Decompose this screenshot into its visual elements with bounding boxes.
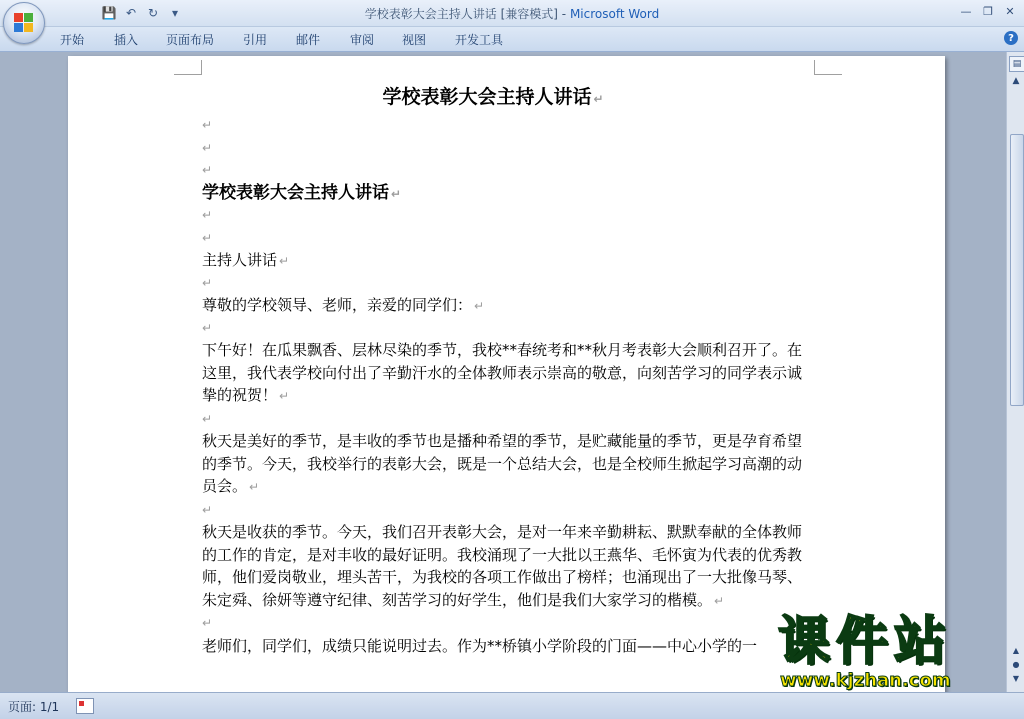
watermark-title: 课件站 [778, 612, 953, 672]
paragraph-mark: ↵ [279, 389, 290, 403]
paragraph-mark: ↵ [202, 140, 213, 155]
title-bar [0, 0, 1024, 27]
paragraph-mark: ↵ [202, 616, 213, 630]
greeting-text: 尊敬的学校领导、老师，亲爱的同学们： [202, 296, 473, 314]
paragraph [202, 339, 814, 408]
tab-home[interactable]: 开始 [60, 33, 85, 47]
document-workspace [0, 52, 1006, 692]
document-title [172, 81, 814, 114]
tab-references[interactable]: 引用 [243, 33, 268, 47]
paragraph-mark: ↵ [474, 299, 485, 313]
customize-qat-icon[interactable]: ▾ [171, 6, 179, 20]
status-bar [0, 692, 1024, 719]
paragraph-mark: ↵ [202, 320, 213, 335]
scroll-up-icon[interactable]: ▲ [1012, 76, 1020, 86]
document-title-text: 学校表彰大会主持人讲话 [382, 86, 592, 108]
document-body[interactable] [202, 81, 814, 657]
last-line-text: 老师们，同学们，成绩只能说明过去。作为**桥镇小学阶段的门面——中心小学的一 [202, 636, 758, 655]
help-icon[interactable]: ? [1004, 31, 1018, 45]
save-icon[interactable]: 💾 [101, 6, 117, 20]
app-name: Microsoft Word [569, 7, 660, 21]
vertical-scrollbar[interactable] [1006, 52, 1024, 692]
paragraph-mark: ↵ [202, 118, 213, 132]
margin-corner-top-left [174, 60, 202, 75]
close-icon[interactable]: ✕ [1005, 4, 1015, 18]
site-watermark [772, 612, 1022, 694]
paragraph-mark: ↵ [279, 254, 290, 268]
tab-review[interactable]: 审阅 [350, 33, 375, 47]
paragraph-text: 下午好！在瓜果飘香、层林尽染的季节，我校**春统考和**秋月考表彰大会顺利召开了。在这里，我代表学校向付出了辛勤汗水的全体教师表示崇高的敬意，向刻苦学习的同学表示诚挚的祝贺！ [202, 341, 803, 404]
paragraph-mark: ↵ [202, 275, 213, 290]
paragraph-mark: ↵ [202, 230, 213, 245]
page-count[interactable]: 页面: 1/1 [8, 700, 60, 714]
last-line [202, 635, 814, 658]
ribbon-tabs [0, 27, 1024, 52]
window-controls [956, 3, 1020, 19]
tab-view[interactable]: 视图 [402, 33, 427, 47]
document-page[interactable] [68, 56, 945, 692]
margin-corner-top-right [814, 60, 842, 75]
paragraph-mark: ↵ [593, 92, 604, 106]
host-text: 主持人讲话 [202, 251, 278, 269]
view-ruler-icon[interactable]: ▤ [1009, 56, 1024, 72]
undo-icon[interactable]: ↶ [125, 6, 137, 20]
title-separator: - [557, 7, 570, 21]
paragraph-mark: ↵ [714, 593, 725, 608]
paragraph [202, 430, 814, 499]
host-line [202, 249, 814, 272]
tab-insert[interactable]: 插入 [114, 33, 139, 47]
paragraph-mark: ↵ [202, 502, 213, 517]
document-name: 学校表彰大会主持人讲话 [兼容模式] [364, 7, 558, 21]
previous-page-icon[interactable]: ▲ [1012, 645, 1020, 655]
office-logo-icon [14, 13, 34, 33]
document-heading-text: 学校表彰大会主持人讲话 [202, 182, 389, 203]
paragraph [202, 521, 814, 612]
greeting-line [202, 294, 814, 317]
tab-page-layout[interactable]: 页面布局 [166, 33, 215, 47]
restore-icon[interactable]: ❐ [983, 4, 993, 18]
redo-icon[interactable]: ↻ [147, 6, 159, 20]
scroll-thumb[interactable] [1010, 134, 1024, 406]
document-heading [202, 182, 814, 205]
tab-mailings[interactable]: 邮件 [296, 33, 321, 47]
paragraph-text: 秋天是收获的季节。今天，我们召开表彰大会，是对一年来辛勤耕耘、默默奉献的全体教师的工作的肯定，是对丰收的最好证明。我校涌现了一大批以王燕华、毛怀寅为代表的优秀教师，他们爱岗敬业，埋头苦干，为我校的各项工作做出了榜样；也涌现出了一大批像马琴、朱定舜、徐妍等遵守纪律、刻苦学习的好学生，他们是我们大家学习的楷模。 [202, 523, 803, 609]
paragraph-mark: ↵ [202, 411, 213, 426]
proofing-status-icon[interactable] [76, 698, 94, 714]
paragraph-text: 秋天是美好的季节，是丰收的季节也是播种希望的季节，是贮藏能量的季节，更是孕育希望的季节。今天，我校举行的表彰大会，既是一个总结大会，也是全校师生掀起学习高潮的动员会。 [202, 432, 803, 495]
watermark-url: www.kjzhan.com [780, 670, 951, 691]
select-browse-object-icon[interactable]: ● [1012, 659, 1020, 669]
paragraph-mark: ↵ [249, 480, 260, 494]
tab-developer[interactable]: 开发工具 [455, 33, 504, 47]
next-page-icon[interactable]: ▼ [1012, 673, 1020, 683]
paragraph-mark: ↵ [202, 163, 213, 177]
paragraph-mark: ↵ [391, 186, 402, 201]
window-title [0, 5, 1024, 22]
minimize-icon[interactable]: — [960, 4, 972, 18]
paragraph-mark: ↵ [202, 208, 213, 222]
office-button[interactable] [3, 2, 45, 44]
